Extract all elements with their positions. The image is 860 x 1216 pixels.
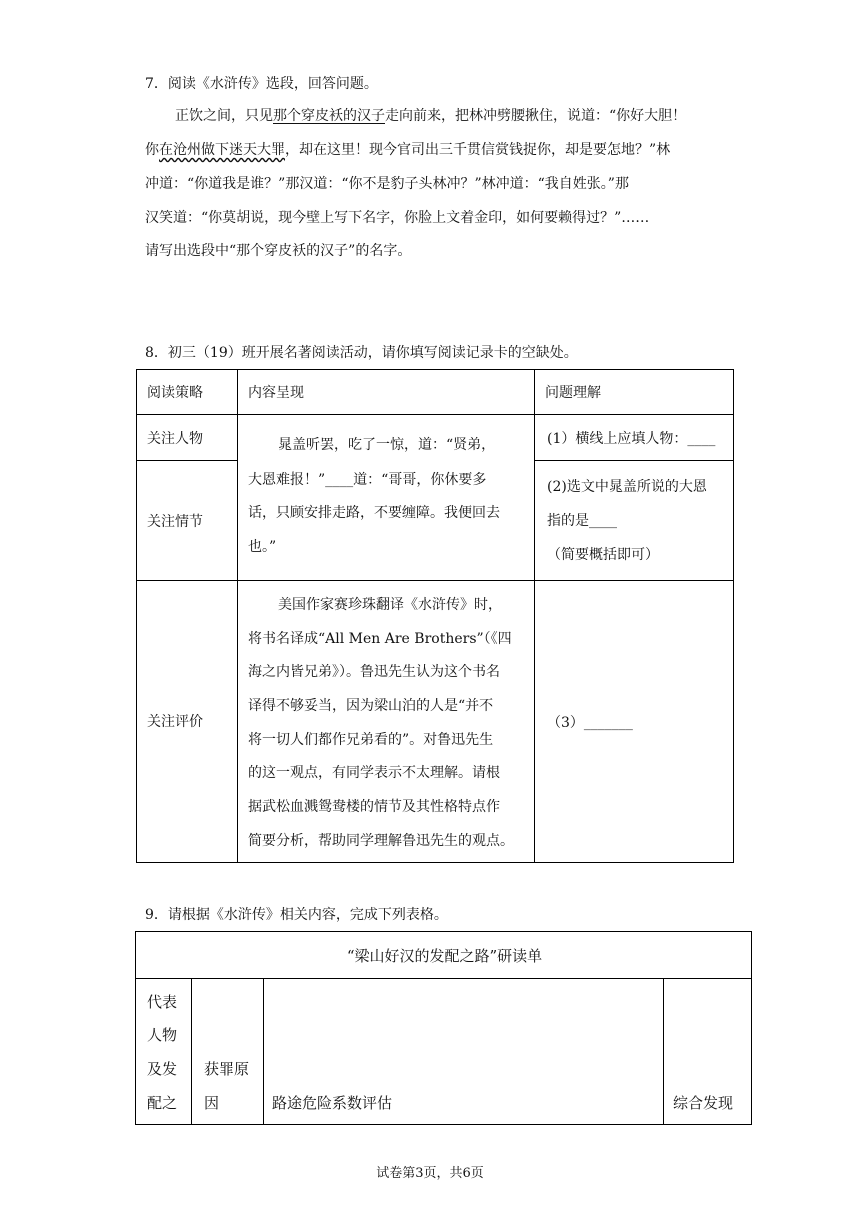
content-line: 美国作家赛珍珠翻译《水浒传》时， (278, 597, 502, 613)
content-line: 晁盖听罢，吃了一惊，道：“贤弟， (278, 437, 496, 453)
table-header-cell (534, 369, 734, 415)
q7-text: 走向前来，把林冲劈腰揪住，说道：“你好大胆！ (385, 108, 687, 124)
content-line: 简要分析，帮助同学理解鲁迅先生的观点。 (248, 833, 514, 849)
content-line: 译得不够妥当，因为梁山泊的人是“并不 (248, 698, 494, 714)
table-cell (534, 460, 734, 581)
q7-wavy-underlined-text: 在沧州做下迷天大罪 (159, 142, 285, 158)
q7-text: ，却在这里！现今官司出三千贯信赏钱捉你，却是要怎地？”林 (285, 142, 671, 158)
q9-title: 9．请根据《水浒传》相关内容，完成下列表格。 (145, 907, 448, 923)
reading-record-table (136, 369, 734, 863)
table-title-cell (135, 931, 752, 979)
content-line: 也。” (248, 539, 277, 555)
table-cell (663, 978, 752, 1125)
content-line: 将一切人们都作兄弟看的”。对鲁迅先生 (248, 732, 494, 748)
q7-passage-line-3: 冲道：“你道我是谁？”那汉道：“你不是豹子头林冲？”林冲道：“我自姓张。”那 (145, 176, 629, 192)
answer-blank-3: （3）_______ (547, 715, 633, 731)
table-header-cell (136, 369, 238, 415)
content-line: 大恩难报！”____道：“哥哥，你休要多 (248, 472, 487, 488)
q7-passage-line-2 (145, 140, 670, 160)
table-cell (136, 414, 238, 461)
table-title: “梁山好汉的发配之路”研读单 (346, 947, 543, 965)
column-label: 及发 (147, 1060, 178, 1078)
column-label: 综合发现 (673, 1094, 734, 1112)
strategy-evaluation: 关注评价 (147, 714, 203, 730)
table-cell (136, 580, 238, 863)
q7-prompt: 请写出选段中“那个穿皮袄的汉子”的名字。 (145, 243, 412, 259)
q7-passage-line-1 (175, 106, 686, 126)
column-label: 代表 (147, 993, 178, 1011)
column-label: 路途危险系数评估 (272, 1094, 393, 1112)
table-cell (135, 978, 192, 1125)
content-line: 话，只顾安排走路，不要缠障。我便回去 (248, 505, 500, 521)
q7-title: 7．阅读《水浒传》选段，回答问题。 (145, 76, 378, 92)
q7-underlined-text: 那个穿皮袄的汉子 (273, 108, 385, 124)
content-line: 据武松血溅鸳鸯楼的情节及其性格特点作 (248, 799, 500, 815)
column-label: 获罪原 (204, 1060, 250, 1078)
table-cell (534, 580, 734, 863)
table-cell (136, 460, 238, 581)
content-line: 的这一观点，有同学表示不太理解。请根 (248, 765, 500, 781)
header-understanding: 问题理解 (545, 385, 601, 401)
strategy-plot: 关注情节 (147, 514, 203, 530)
q7-passage-line-4: 汉笑道：“你莫胡说，现今壁上写下名字，你脸上文着金印，如何要赖得过？”…… (145, 210, 650, 226)
content-line: 将书名译成“All Men Are Brothers”（《四 (248, 631, 512, 647)
content-line: 海之内皆兄弟》）。鲁迅先生认为这个书名 (248, 664, 500, 680)
q7-text: 你 (145, 142, 159, 158)
answer-blank-2: 指的是____ (547, 513, 617, 529)
header-content: 内容呈现 (248, 385, 304, 401)
answer-blank-2: (2)选文中晁盖所说的大恩 (547, 479, 707, 495)
answer-blank-1: (1）横线上应填人物：____ (547, 431, 716, 447)
table-cell (237, 580, 535, 863)
strategy-character: 关注人物 (147, 431, 203, 447)
table-cell (237, 414, 535, 581)
q7-text: 正饮之间，只见 (175, 108, 273, 124)
page-footer: 试卷第3页，共6页 (376, 1166, 484, 1181)
header-strategy: 阅读策略 (147, 385, 203, 401)
table-header-cell (237, 369, 535, 415)
table-cell (534, 414, 734, 461)
answer-note: （简要概括即可） (547, 547, 659, 563)
column-label: 配之 (147, 1094, 178, 1112)
table-cell (263, 978, 664, 1125)
exile-study-table (135, 931, 752, 1125)
q8-title: 8．初三（19）班开展名著阅读活动，请你填写阅读记录卡的空缺处。 (145, 345, 578, 361)
column-label: 因 (204, 1094, 220, 1112)
column-label: 人物 (147, 1026, 178, 1044)
table-cell (191, 978, 264, 1125)
